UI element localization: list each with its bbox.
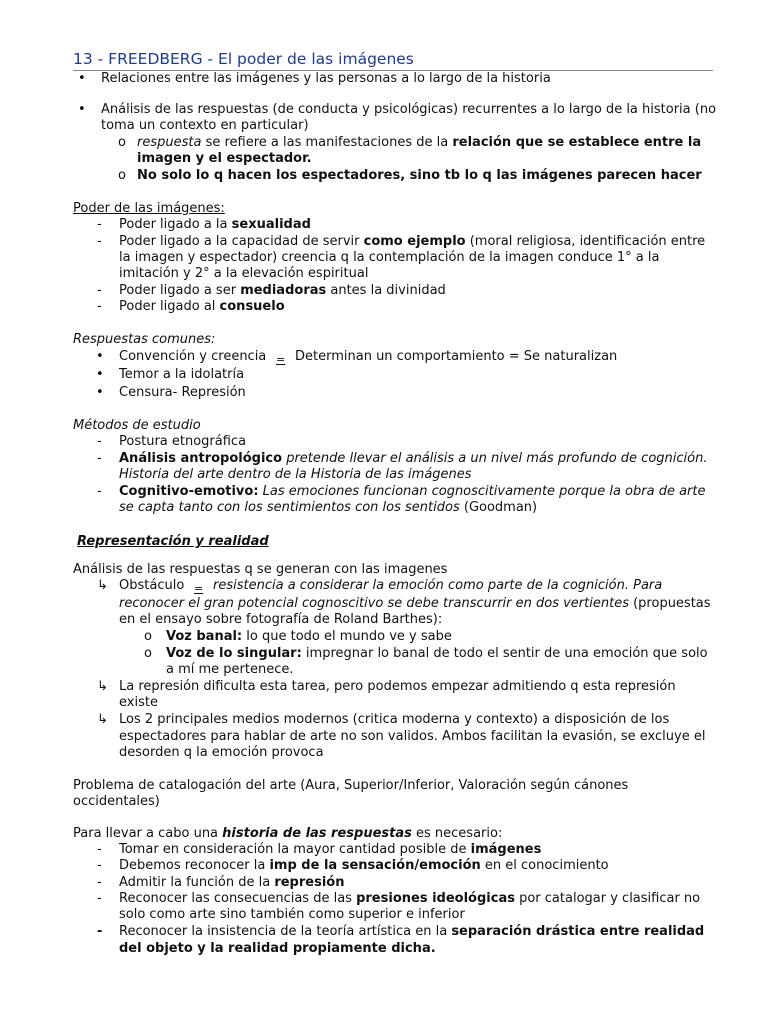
dash-marker: - (97, 842, 102, 857)
text-span: Para llevar a cabo una (73, 826, 223, 841)
text-span: mediadoras (240, 283, 327, 298)
problema-line-2: occidentales) (73, 794, 160, 809)
historia-item-3 (119, 875, 344, 891)
text-span: impregnar lo banal de todo el sentir de una emoción que solo (301, 646, 708, 661)
medios-line-3: desorden q la emoción provoca (119, 745, 324, 760)
poder-item-2-line-1 (119, 234, 705, 250)
obstaculo-text-line-2 (119, 596, 711, 612)
dash-marker: - (97, 283, 102, 298)
metodo-3-line-2 (119, 500, 537, 516)
text-span: Reconocer la insistencia de la teoría artística en la (119, 924, 452, 939)
intro-bullet-2-line-2: toma un contexto en particular) (101, 118, 309, 133)
text-span: pretende llevar el análisis a un nivel más profundo de cognición. (282, 451, 708, 466)
poder-item-2-line-3: imitación y 2° a la elevación espiritual (119, 266, 369, 281)
metodo-2-line-2: Historia del arte dentro de la Historia de las imágenes (119, 467, 472, 482)
bullet-marker: • (96, 385, 104, 400)
dash-marker: - (97, 484, 102, 499)
respuesta-1-a: Convención y creencia (119, 349, 267, 364)
dash-marker: - (97, 891, 102, 906)
text-span: respuesta (137, 135, 202, 150)
circle-marker: o (118, 168, 126, 183)
poder-item-4 (119, 299, 285, 315)
voz-singular-line-1 (166, 646, 708, 662)
obstaculo-label: Obstáculo (119, 578, 185, 593)
text-span: consuelo (219, 299, 285, 314)
respuesta-3: Censura- Represión (119, 385, 246, 400)
text-span: lo que todo el mundo ve y sabe (242, 629, 452, 644)
circle-marker: o (144, 629, 152, 644)
text-span: Poder ligado a la (119, 217, 232, 232)
text-span: (propuestas (628, 596, 711, 611)
document-title: 13 - FREEDBERG - El poder de las imágenes (73, 49, 713, 71)
text-span: (moral religiosa, identificación entre (465, 234, 706, 249)
bullet-marker: • (78, 71, 86, 86)
dash-marker: - (97, 299, 102, 314)
voz-singular-line-2: a mí me pertenece. (166, 662, 294, 677)
text-span: Voz de lo singular: (166, 646, 302, 661)
historia-item-2 (119, 858, 609, 874)
text-span: represión (274, 875, 345, 890)
poder-heading: Poder de las imágenes: (73, 201, 225, 216)
text-span: imágenes (470, 842, 542, 857)
arrow-marker: ↳ (97, 712, 108, 727)
dash-marker: - (97, 217, 102, 232)
representacion-p1: Análisis de las respuestas q se generan con las imagenes (73, 562, 448, 577)
circle-marker: o (144, 646, 152, 661)
text-span: en el conocimiento (480, 858, 609, 873)
text-span: se refiere a las manifestaciones de la (201, 135, 453, 150)
text-span: separación drástica entre realidad (451, 924, 705, 939)
medios-line-2: espectadores para hablar de arte no son validos. Ambos facilitan la evasión, se excluye el (119, 729, 706, 744)
text-span: Tomar en consideración la mayor cantidad posible de (119, 842, 471, 857)
intro-sub-1-line-1 (137, 135, 701, 151)
dash-marker: - (97, 451, 102, 466)
dash-marker: - (97, 434, 102, 449)
text-span: como ejemplo (363, 234, 466, 249)
represion-line-2: existe (119, 695, 158, 710)
metodo-1: Postura etnográfica (119, 434, 247, 449)
historia-intro (73, 826, 502, 842)
text-span: Poder ligado a ser (119, 283, 241, 298)
obstaculo-text-line-3: en el ensayo sobre fotografía de Roland Barthes): (119, 612, 443, 627)
dash-marker: - (97, 858, 102, 873)
text-span: sexualidad (231, 217, 311, 232)
text-span: Reconocer las consecuencias de las (119, 891, 357, 906)
text-span: es necesario: (411, 826, 503, 841)
metodo-3-line-1 (119, 484, 706, 500)
poder-item-1 (119, 217, 311, 233)
text-span: Poder ligado a la capacidad de servir (119, 234, 364, 249)
text-span: presiones ideológicas (356, 891, 515, 906)
text-span: antes la divinidad (326, 283, 446, 298)
text-span: Voz banal: (166, 629, 243, 644)
represion-line-1: La represión dificulta esta tarea, pero podemos empezar admitiendo q esta represión (119, 679, 676, 694)
text-span: imp de la sensación/emoción (269, 858, 481, 873)
dash-marker: - (97, 875, 102, 890)
arrow-marker: ↳ (97, 578, 108, 593)
intro-sub-1-line-2: imagen y el espectador. (137, 151, 312, 166)
dash-marker: - (97, 234, 102, 249)
bullet-marker: • (96, 349, 104, 364)
respuestas-heading: Respuestas comunes: (73, 332, 216, 347)
text-span: (Goodman) (459, 500, 538, 515)
text-span: reconocer el gran potencial cognoscitivo se debe transcurrir en dos vertientes (119, 596, 629, 611)
respuesta-1-b: Determinan un comportamiento = Se naturalizan (295, 349, 618, 364)
representacion-heading: Representación y realidad (77, 534, 269, 549)
dash-marker: - (97, 924, 103, 939)
text-span: Cognitivo-emotivo: (119, 484, 259, 499)
metodos-heading: Métodos de estudio (73, 418, 201, 433)
bullet-marker: • (96, 367, 104, 382)
intro-bullet-1: Relaciones entre las imágenes y las personas a lo largo de la historia (101, 71, 551, 86)
intro-bullet-2-line-1: Análisis de las respuestas (de conducta y psicológicas) recurrentes a lo largo de la historia (no (101, 102, 717, 117)
text-span: relación que se establece entre la (452, 135, 702, 150)
text-span: Análisis antropológico (119, 451, 283, 466)
equals-sign: = (276, 353, 286, 366)
historia-item-5-line-1 (119, 924, 704, 940)
medios-line-1: Los 2 principales medios modernos (critica moderna y contexto) a disposición de los (119, 712, 670, 727)
text-span: Admitir la función de la (119, 875, 275, 890)
circle-marker: o (118, 135, 126, 150)
text-span: Debemos reconocer la (119, 858, 270, 873)
historia-item-1 (119, 842, 541, 858)
text-span: historia de las respuestas (222, 826, 412, 841)
intro-sub-2: No solo lo q hacen los espectadores, sino tb lo q las imágenes parecen hacer (137, 168, 702, 183)
problema-line-1: Problema de catalogación del arte (Aura, Superior/Inferior, Valoración según cánones (73, 778, 629, 793)
bullet-marker: • (78, 102, 86, 117)
voz-banal (166, 629, 452, 645)
metodo-2-line-1 (119, 451, 707, 467)
text-span: Las emociones funcionan cognoscitivamente porque la obra de arte (258, 484, 706, 499)
historia-item-4-line-1 (119, 891, 700, 907)
text-span: por catalogar y clasificar no (514, 891, 701, 906)
text-span: se capta tanto con los sentimientos con los sentidos (119, 500, 460, 515)
obstaculo-text-line-1: resistencia a considerar la emoción como parte de la cognición. Para (213, 578, 663, 593)
poder-item-2-line-2: la imagen y espectador) creencia q la contemplación de la imagen conduce 1° a la (119, 250, 660, 265)
equals-sign: = (194, 582, 204, 595)
arrow-marker: ↳ (97, 679, 108, 694)
historia-item-4-line-2: solo como arte sino también como superior e inferior (119, 907, 465, 922)
poder-item-3 (119, 283, 446, 299)
historia-item-5-line-2: del objeto y la realidad propiamente dicha. (119, 941, 436, 956)
text-span: Poder ligado al (119, 299, 220, 314)
respuesta-2: Temor a la idolatría (119, 367, 245, 382)
